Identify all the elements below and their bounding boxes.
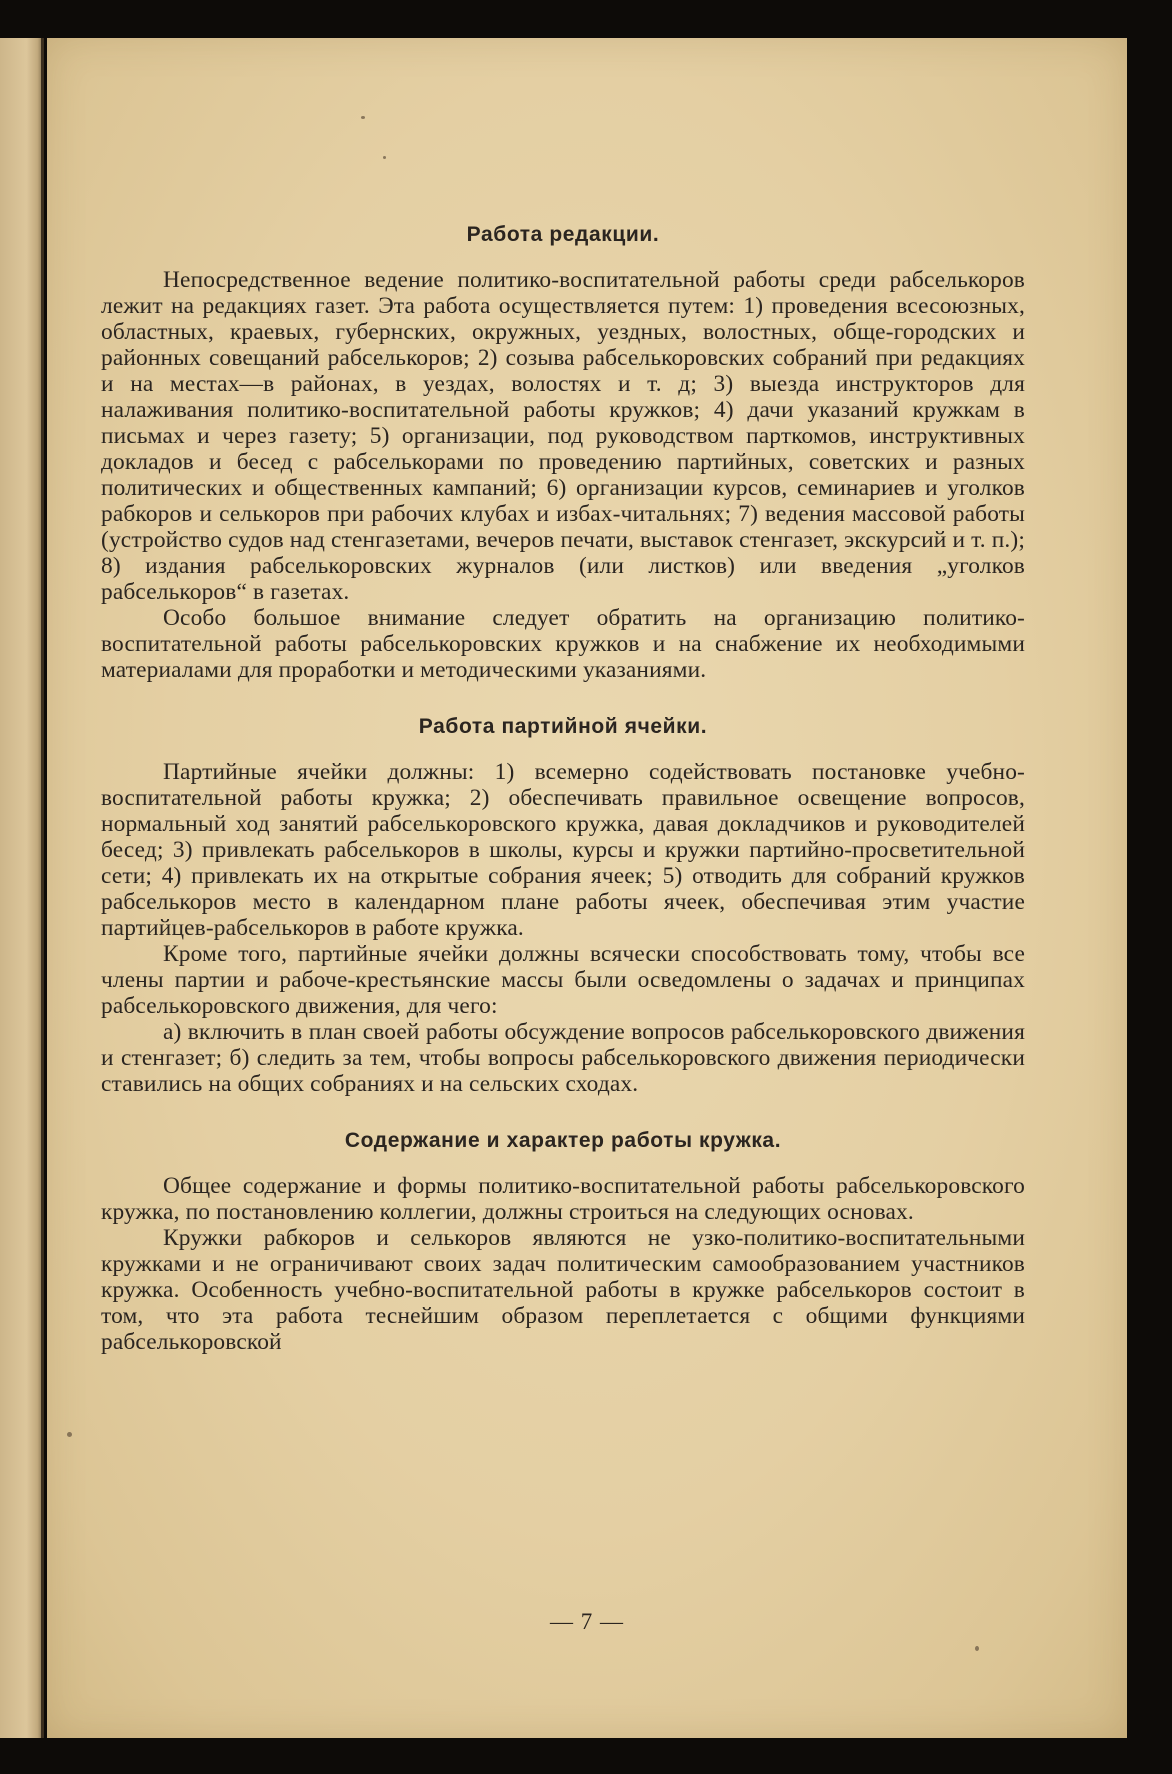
section-heading-editorial-work: Работа редакции. [466, 223, 660, 246]
paper-speck [361, 116, 365, 119]
document-page [47, 38, 1127, 1738]
paragraph: а) включить в план своей работы обсуждение вопросов рабселькоровского движения и стенгазет; б) следить за тем, чтобы вопросы рабселькоровского движения периодически ставились на общих собраниях и на сельских сходах. [101, 1019, 1025, 1097]
paragraph: Кроме того, партийные ячейки должны всячески способствовать тому, чтобы все члены партии и рабоче-крестьянские массы были осведомлены о задачах и принципах рабселькоровского движения, для чего: [101, 941, 1025, 1019]
page-body [101, 222, 1025, 1355]
previous-page-edge [0, 38, 44, 1738]
page-number: — 7 — [550, 1609, 624, 1634]
paragraph: Общее содержание и формы политико-воспитательной работы рабселькоровского кружка, по постановлению коллегии, должны строиться на следующих основах. [101, 1173, 1025, 1225]
section-heading-circle-work-content: Содержание и характер работы кружка. [344, 1129, 782, 1152]
paper-speck [383, 156, 386, 159]
paper-speck [975, 1646, 979, 1651]
paragraph: Особо большое внимание следует обратить на организацию политико-воспитательной работы рабселькоровских кружков и на снабжение их необходимыми материалами для проработки и методическими указаниями. [101, 605, 1025, 683]
paragraph: Кружки рабкоров и селькоров являются не узко-политико-воспитательными кружками и не ограничивают своих задач политическим самообразованием участников кружка. Особенность учебно-воспитательной работы в кружке рабселькоров состоит в том, что эта работа теснейшим образом переплетается с общими функциями рабселькоровской [101, 1225, 1025, 1355]
paper-speck [67, 1432, 72, 1437]
paragraph: Партийные ячейки должны: 1) всемерно содействовать постановке учебно-воспитательной работы кружка; 2) обеспечивать правильное освещение вопросов, нормальный ход занятий рабселькоровского кружка, давая докладчиков и руководителей бесед; 3) привлекать рабселькоров в школы, курсы и кружки партийно-просветительной сети; 4) привлекать их на открытые собрания ячеек; 5) отводить для собраний кружков рабселькоров место в календарном плане работы ячеек, обеспечивая этим участие партийцев-рабселькоров в работе кружка. [101, 759, 1025, 941]
paragraph: Непосредственное ведение политико-воспитательной работы среди рабселькоров лежит на редакциях газет. Эта работа осуществляется путем: 1) проведения всесоюзных, областных, краевых, губернских, окружных, уездных, волостных, обще-городских и районных совещаний рабселькоров; 2) созыва рабселькоровских собраний при редакциях и на местах—в районах, в уездах, волостях и т. д; 3) выезда инструкторов для налаживания политико-воспитательной работы кружков; 4) дачи указаний кружкам в письмах и через газету; 5) организации, под руководством парткомов, инструктивных докладов и бесед с рабселькорами по проведению партийных, советских и разных политических и общественных кампаний; 6) организации курсов, семинариев и уголков рабкоров и селькоров при рабочих клубах и избах-читальнях; 7) ведения массовой работы (устройство судов над стенгазетами, вечеров печати, выставок стенгазет, экскурсий и т. п.); 8) издания рабселькоровских журналов (или листков) или введения „уголков рабселькоров“ в газетах. [101, 267, 1025, 605]
section-heading-party-cell-work: Работа партийной ячейки. [418, 715, 708, 738]
